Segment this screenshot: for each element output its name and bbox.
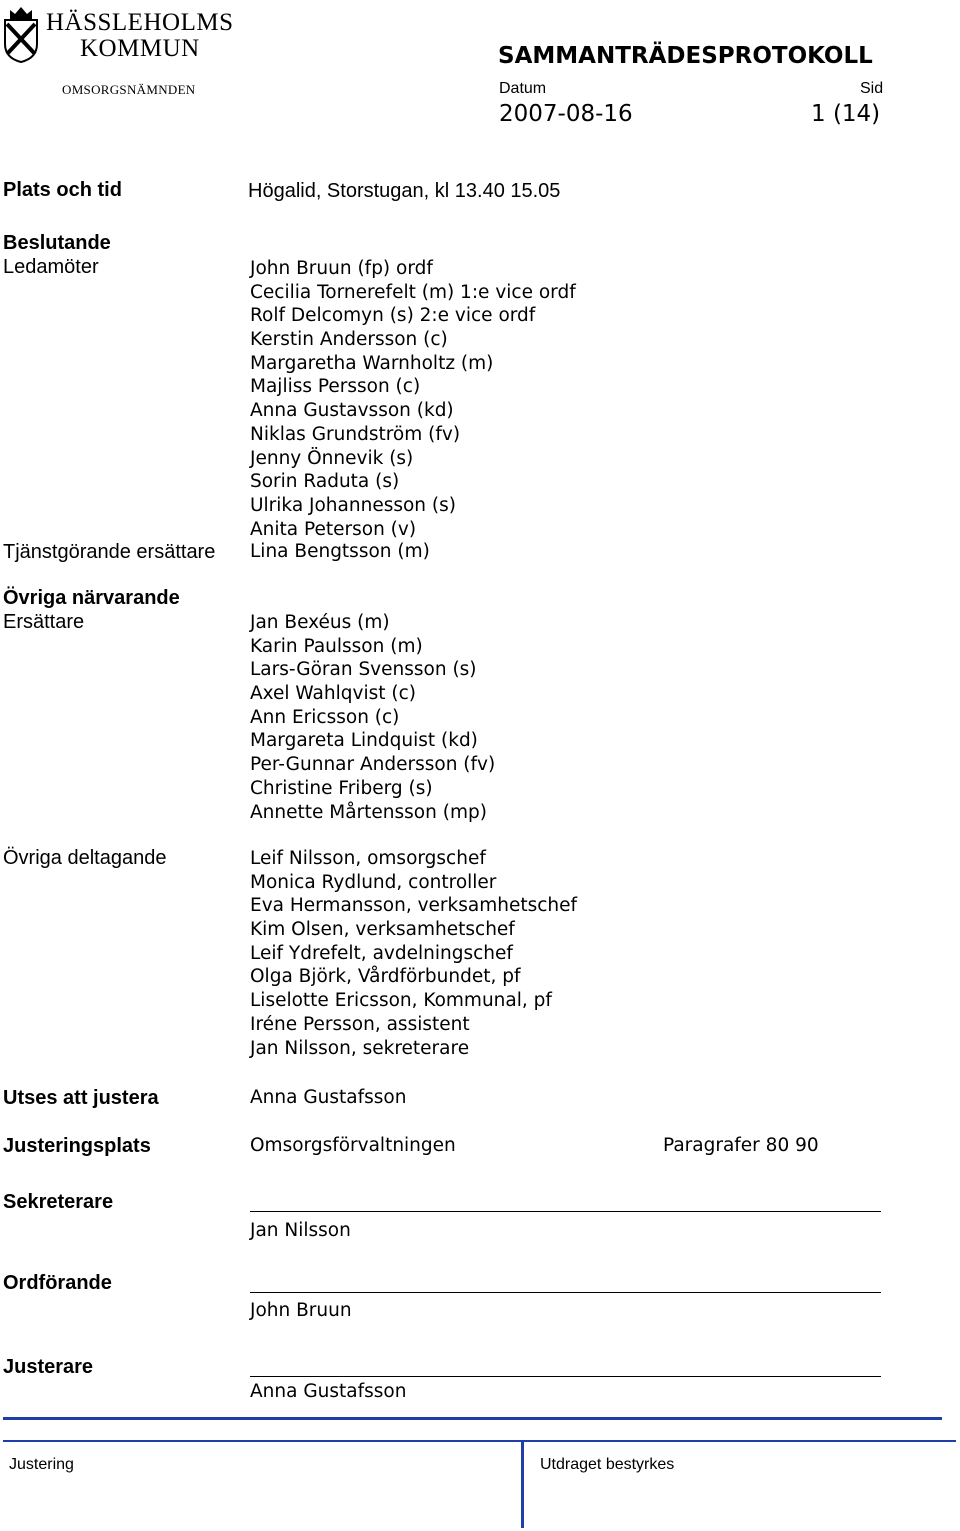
ovriga-narvarande-heading: Övriga närvarande <box>3 587 180 609</box>
list-item: Olga Björk, Vårdförbundet, pf <box>250 966 521 988</box>
list-item: Leif Ydrefelt, avdelningschef <box>250 942 513 964</box>
plats-value: Högalid, Storstugan, kl 13.40 15.05 <box>248 180 561 202</box>
deltagande-list <box>250 847 577 1060</box>
beslutande-heading: Beslutande <box>3 232 111 254</box>
list-item: Monica Rydlund, controller <box>250 871 497 893</box>
list-item: Kim Olsen, verksamhetschef <box>250 919 515 941</box>
utses-att-justera-value: Anna Gustafsson <box>250 1087 407 1108</box>
page-label: Sid <box>860 80 884 97</box>
date-label: Datum <box>499 80 547 97</box>
ledamoter-list <box>250 257 576 541</box>
list-item: Kerstin Andersson (c) <box>250 329 448 351</box>
ordforande-label: Ordförande <box>3 1272 112 1294</box>
coat-of-arms-icon <box>2 4 40 64</box>
list-item: Christine Friberg (s) <box>250 777 433 799</box>
utses-att-justera-label: Utses att justera <box>3 1087 159 1109</box>
list-item: Margareta Lindquist (kd) <box>250 730 478 752</box>
list-item: Jenny Önnevik (s) <box>250 447 414 469</box>
list-item: Liselotte Ericsson, Kommunal, pf <box>250 990 552 1012</box>
list-item: Ulrika Johannesson (s) <box>250 494 456 516</box>
paragrafer: Paragrafer 80 90 <box>663 1135 819 1156</box>
list-item: Niklas Grundström (fv) <box>250 423 461 445</box>
sekreterare-label: Sekreterare <box>3 1191 114 1213</box>
justeringsplats-label: Justeringsplats <box>3 1135 151 1157</box>
list-item: Jan Nilsson, sekreterare <box>250 1037 470 1059</box>
ordforande-name: John Bruun <box>250 1300 352 1321</box>
list-item: Anita Peterson (v) <box>250 518 417 540</box>
footer-divider <box>521 1440 524 1528</box>
list-item: Margaretha Warnholtz (m) <box>250 352 494 374</box>
plats-label: Plats och tid <box>3 179 122 201</box>
list-item: Rolf Delcomyn (s) 2:e vice ordf <box>250 305 536 327</box>
logo <box>2 4 40 64</box>
list-item: Cecilia Tornerefelt (m) 1:e vice ordf <box>250 281 576 303</box>
list-item: Ann Ericsson (c) <box>250 706 400 728</box>
list-item: Anna Gustavsson (kd) <box>250 400 454 422</box>
list-item: Per-Gunnar Andersson (fv) <box>250 754 496 776</box>
list-item: John Bruun (fp) ordf <box>250 258 433 279</box>
list-item: Sorin Raduta (s) <box>250 471 400 493</box>
list-item: Lars-Göran Svensson (s) <box>250 659 477 681</box>
list-item: Majliss Persson (c) <box>250 376 421 398</box>
ovriga-deltagande-label: Övriga deltagande <box>3 847 167 869</box>
tjanstgorande-label: Tjänstgörande ersättare <box>3 541 216 563</box>
list-item: Annette Mårtensson (mp) <box>250 801 487 823</box>
list-item: Leif Nilsson, omsorgschef <box>250 848 486 869</box>
list-item: Iréne Persson, assistent <box>250 1013 470 1035</box>
page-number: 1 (14) <box>811 101 881 127</box>
footer-utdraget: Utdraget bestyrkes <box>540 1456 675 1473</box>
footer-rule <box>3 1417 942 1420</box>
ersattare-list <box>250 611 495 824</box>
ersattare-label: Ersättare <box>3 611 85 633</box>
justerare-signature-line <box>250 1376 881 1377</box>
sekreterare-signature-line <box>250 1211 881 1212</box>
list-item: Axel Wahlqvist (c) <box>250 683 416 705</box>
ledamoter-label: Ledamöter <box>3 256 99 278</box>
ordforande-signature-line <box>250 1292 881 1293</box>
justerare-name: Anna Gustafsson <box>250 1381 407 1402</box>
footer-rule-thin <box>3 1440 956 1442</box>
sekreterare-name: Jan Nilsson <box>250 1220 351 1241</box>
justeringsplats-value: Omsorgsförvaltningen <box>250 1135 456 1156</box>
meeting-date: 2007-08-16 <box>499 101 633 127</box>
list-item: Eva Hermansson, verksamhetschef <box>250 895 578 917</box>
list-item: Jan Bexéus (m) <box>250 612 390 633</box>
org-name-line2: KOMMUN <box>80 35 200 62</box>
justerare-label: Justerare <box>3 1356 94 1378</box>
document-title: SAMMANTRÄDESPROTOKOLL <box>498 43 873 69</box>
department-name: OMSORGSNÄMNDEN <box>62 82 196 97</box>
footer-justering: Justering <box>9 1456 74 1473</box>
tjanstgorande-value: Lina Bengtsson (m) <box>250 541 430 562</box>
list-item: Karin Paulsson (m) <box>250 635 423 657</box>
org-name-line1: HÄSSLEHOLMS <box>46 9 234 36</box>
